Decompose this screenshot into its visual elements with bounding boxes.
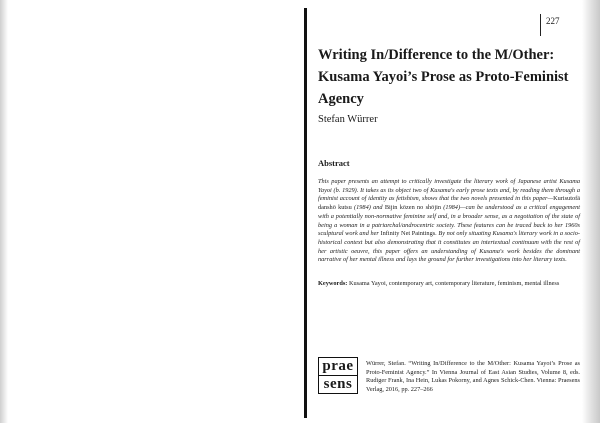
title-line-2: Kusama Yayoi’s Prose as Proto-Feminist Agency: [318, 69, 569, 107]
page-number-rule: [540, 14, 541, 36]
logo-top-word: prae: [318, 357, 358, 375]
author-name: Stefan Würrer: [318, 114, 378, 125]
abstract-part-4: . By not only situating Kusama's literary work in a socio-historical context but also demonstrating that it constitutes an intertextual continuum with the rest of her artistic oeuvre, this paper offers an understanding of Kusama's work besides the dominant narrative of her mental illness and lays the ground for further investigations into her literary texts.: [318, 230, 580, 264]
abstract-part-2: (1984) and: [351, 204, 385, 212]
abstract-part-3: (1984)—can be understood as a critical engagement with a potentially non-normative feminine self and, in a broader sense, as a negotiation of the state of being a woman in a patriarchal/androcentric society. These features can be traced back to her 1960s sculptural work and her: [318, 204, 581, 238]
abstract-part-1: This paper presents an attempt to critically investigate the literary work of Japanese artist Kusama Yayoi (b. 1929). It takes as its object two of Kusama's early prose texts and, by reading them through a feminist account of identity as fetishism, shows that the two novels presented in this paper—: [318, 178, 580, 203]
abstract-text: [318, 178, 580, 265]
citation-text: Würrer, Stefan. “Writing In/Difference to the M/Other: Kusama Yayoi’s Prose as Proto-Feminist Agency.” In Vienna Journal of East Asian Studies, Volume 8, eds. Rudiger Frank, Ina Hein, Lukas Pokorny, and Agnes Schick-Chen. Vienna: Praesens Verlag, 2016, pp. 227–266: [366, 360, 580, 394]
keywords-label: Keywords:: [318, 280, 348, 287]
left-page-shadow: [0, 0, 8, 423]
page-number: 227: [546, 16, 560, 26]
book-spine: [304, 8, 307, 418]
abstract-title-3: Infinity Net Paintings: [380, 230, 436, 238]
keywords-text: Kusama Yayoi, contemporary art, contemporary literature, feminism, mental illness: [347, 280, 560, 287]
logo-bottom-word: sens: [318, 375, 358, 394]
page-edge-shadow: [582, 0, 600, 423]
abstract-title-2: Bijin kōzen no shōjin: [384, 204, 441, 212]
article-title: [318, 44, 578, 110]
keywords: [318, 280, 580, 289]
abstract-title-1: Kurisutofā danshō kutsu: [318, 195, 580, 212]
praesens-logo: [318, 357, 358, 394]
title-line-1: Writing In/Difference to the M/Other:: [318, 47, 555, 63]
abstract-heading: Abstract: [318, 158, 350, 168]
